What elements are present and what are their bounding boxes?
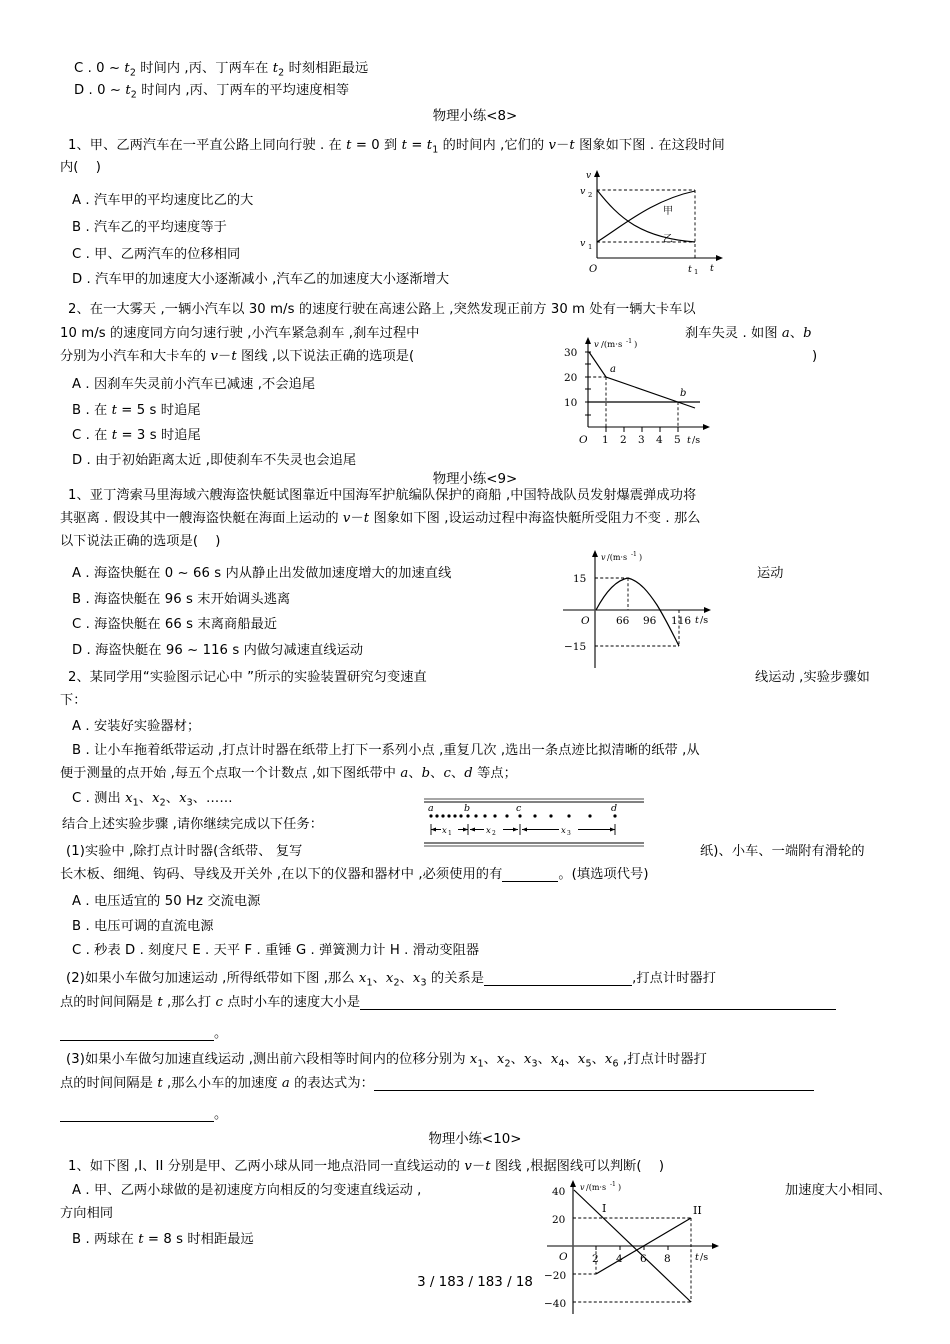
svg-text:c: c	[516, 803, 522, 814]
svg-text:/s: /s	[700, 1252, 709, 1263]
page-footer: 3 / 183 / 183 / 18	[417, 1275, 533, 1290]
s9-q2-choice-b: B . 电压可调的直流电源	[72, 919, 214, 934]
fig-brake-vt	[548, 333, 748, 448]
svg-text:2: 2	[492, 830, 496, 837]
svg-text:30: 30	[564, 347, 578, 359]
s10-q1-option-b: B . 两球在 t = 8 s 时相距最远	[72, 1232, 254, 1247]
s8-q1-option-a: A . 汽车甲的平均速度比乙的大	[72, 193, 254, 208]
svg-text:/(m·s: /(m·s	[586, 1183, 607, 1192]
s10-q1-option-a-right: 加速度大小相同、	[785, 1183, 892, 1198]
svg-text:8: 8	[664, 1253, 671, 1265]
s9-q2-p1-line2: 长木板、细绳、钩码、导线及开关外 ,在以下的仪器和器材中 ,必须使用的有 。(填选项代号)	[60, 867, 649, 882]
s9-q2-step-b-line1: B . 让小车拖着纸带运动 ,打点计时器在纸带上打下一系列小点 ,重复几次 ,选出一条点迹比拟清晰的纸带 ,从	[72, 743, 700, 758]
s8-q1-option-d: D . 汽车甲的加速度大小逐渐减小 ,汽车乙的加速度大小逐渐增大	[72, 272, 450, 287]
svg-text:x: x	[561, 826, 566, 836]
svg-text:-1: -1	[631, 551, 637, 558]
s9-q1-option-a-left: A . 海盗快艇在 0 ~ 66 s 内从静止出发做加速度增大的加速直线	[72, 566, 452, 581]
svg-text:I: I	[602, 1202, 607, 1215]
svg-text:−20: −20	[544, 1270, 567, 1282]
svg-text:t: t	[688, 264, 692, 275]
s9-q2-step-c: C . 测出 $x_1$、$x_2$、$x_3$、……	[72, 791, 233, 809]
svg-text:O: O	[589, 264, 598, 275]
s9-q2-step-b-line2: 便于测量的点开始 ,每五个点取一个计数点 ,如下图纸带中 a、b、c、d 等点；	[60, 766, 517, 781]
svg-text:-1: -1	[610, 1181, 616, 1188]
svg-text:−40: −40	[544, 1298, 567, 1310]
blank-instruments[interactable]	[502, 868, 558, 882]
s8-q2-option-a: A . 因刹车失灵前小汽车已减速 ,不会追尾	[72, 377, 316, 392]
fig-jiayi-vt	[567, 166, 742, 276]
svg-text:II: II	[693, 1204, 702, 1217]
svg-text:1: 1	[602, 434, 609, 446]
s9-q2-stem-line1-left: 2、某同学用“实验图示记心中 ”所示的实验装置研究匀变速直	[68, 670, 427, 685]
svg-text:/(m·s: /(m·s	[607, 553, 628, 562]
s8-q1-stem-line2: 内( )	[60, 160, 101, 175]
blank-x-relation[interactable]	[484, 972, 632, 986]
svg-text:10: 10	[564, 397, 578, 409]
svg-text:d: d	[611, 803, 618, 814]
s9-q1-option-d: D . 海盗快艇在 96 ~ 116 s 内做匀减速直线运动	[72, 643, 364, 658]
svg-text:66: 66	[616, 615, 630, 627]
svg-text:2: 2	[592, 1253, 599, 1265]
svg-text:v: v	[601, 553, 606, 562]
svg-text:t: t	[695, 1252, 699, 1263]
svg-text:v: v	[594, 340, 599, 350]
svg-text:3: 3	[567, 830, 571, 837]
svg-text:b: b	[680, 388, 687, 399]
svg-text:t: t	[687, 435, 691, 446]
svg-text:v: v	[586, 171, 592, 181]
s9-q2-choice-a: A . 电压适宜的 50 Hz 交流电源	[72, 894, 261, 909]
blank-acceleration-cont[interactable]	[60, 1108, 214, 1122]
svg-text:2: 2	[588, 191, 593, 199]
section-heading-10: 物理小练<10>	[428, 1132, 522, 1147]
s10-q1-stem: 1、如下图 ,I、II 分别是甲、乙两小球从同一地点沿同一直线运动的 v－t 图线 ,根据图线可以判断( )	[68, 1159, 665, 1174]
svg-text:/s: /s	[700, 615, 709, 626]
blank-speed-c[interactable]	[360, 996, 836, 1010]
s8-q2-option-b: B . 在 t = 5 s 时追尾	[72, 403, 201, 418]
svg-text:3: 3	[638, 434, 645, 446]
svg-text:O: O	[579, 434, 588, 446]
svg-text:t: t	[695, 615, 699, 626]
s9-q1-option-c: C . 海盗快艇在 66 s 末离商船最近	[72, 617, 278, 632]
s10-q1-option-a-line2: 方向相同	[60, 1206, 114, 1221]
s9-q2-p3-line2: 点的时间间隔是 t ,那么小车的加速度 a 的表达式为：	[60, 1077, 814, 1091]
option-c-previous: C . 0 ~ $t_2$ 时间内 ,丙、丁两车在 $t_2$ 时刻相距最远	[74, 61, 369, 79]
svg-text:116: 116	[671, 615, 692, 627]
s8-q1-option-c: C . 甲、乙两汽车的位移相同	[72, 247, 241, 262]
s9-q2-p3-line3-end: 。	[60, 1108, 227, 1122]
s9-q2-p1-right: 纸)、小车、一端附有滑轮的	[700, 844, 865, 859]
s9-q2-step-a: A . 安装好实验器材；	[72, 719, 201, 734]
svg-text:2: 2	[620, 434, 627, 446]
s8-q2-option-d: D . 由于初始距离太近 ,即使刹车不失灵也会追尾	[72, 453, 357, 468]
svg-text:20: 20	[552, 1214, 566, 1226]
svg-text:乙: 乙	[663, 234, 673, 245]
s9-q1-option-b: B . 海盗快艇在 96 s 末开始调头逃离	[72, 592, 291, 607]
s8-q2-option-c: C . 在 t = 3 s 时追尾	[72, 428, 201, 443]
s9-q2-stem-line1-right: 线运动 ,实验步骤如	[755, 670, 870, 685]
s8-q2-stem-line2: 10 m/s 的速度同方向匀速行驶 ,小汽车紧急刹车 ,刹车过程中	[60, 326, 420, 341]
s8-q2-stem-line3-right: )	[812, 349, 818, 364]
blank-speed-c-cont[interactable]	[60, 1027, 214, 1041]
s9-q2-p2-line3-end: 。	[60, 1027, 227, 1041]
svg-text:甲: 甲	[663, 206, 673, 217]
svg-text:b: b	[464, 803, 471, 814]
svg-text:): )	[639, 553, 643, 562]
svg-text:-1: -1	[626, 338, 633, 345]
svg-text:v: v	[580, 1183, 585, 1192]
s8-q1-option-b: B . 汽车乙的平均速度等于	[72, 220, 227, 235]
svg-text:x: x	[442, 826, 447, 836]
svg-text:a: a	[610, 364, 616, 375]
fig-pirate-vt	[545, 548, 760, 673]
s9-q1-option-a-right: 运动	[757, 566, 784, 581]
svg-text:1: 1	[588, 243, 593, 251]
s8-q2-stem-line1: 2、在一大雾天 ,一辆小汽车以 30 m/s 的速度行驶在高速公路上 ,突然发现正前方 30 m 处有一辆大卡车以	[68, 302, 696, 317]
blank-acceleration[interactable]	[374, 1077, 814, 1091]
svg-text:1: 1	[448, 830, 452, 837]
s9-q2-continue: 结合上述实验步骤 ,请你继续完成以下任务：	[62, 817, 324, 832]
svg-text:4: 4	[656, 434, 663, 446]
fig-tape	[420, 796, 648, 848]
svg-text:x: x	[486, 826, 491, 836]
option-d-previous: D . 0 ~ $t_2$ 时间内 ,丙、丁两车的平均速度相等	[74, 83, 350, 101]
s9-q1-stem-line1: 1、亚丁湾索马里海域六艘海盗快艇试图靠近中国海军护航编队保护的商船 ,中国特战队员发射爆震弹成功将	[68, 488, 697, 503]
svg-text:O: O	[559, 1251, 568, 1263]
svg-text:1: 1	[694, 268, 699, 276]
section-heading-9: 物理小练<9>	[432, 472, 518, 487]
svg-text:96: 96	[643, 615, 657, 627]
svg-text:O: O	[581, 615, 590, 627]
s9-q1-stem-line3: 以下说法正确的选项是( )	[60, 534, 221, 549]
s9-q2-stem-line2: 下：	[60, 693, 87, 708]
svg-text:4: 4	[616, 1253, 623, 1265]
svg-text:a: a	[428, 803, 434, 814]
s9-q2-p1-left: (1)实验中 ,除打点计时器(含纸带、 复写	[66, 844, 303, 859]
svg-text:15: 15	[573, 573, 587, 585]
svg-text:v: v	[580, 186, 586, 197]
section-heading-8: 物理小练<8>	[432, 109, 518, 124]
svg-text:40: 40	[552, 1186, 566, 1198]
s8-q1-stem-line1: 1、甲、乙两汽车在一平直公路上同向行驶 . 在 t = 0 到 $t = t_1$ 的时间内 ,它们的 v－t 图象如下图 . 在这段时间	[68, 138, 725, 156]
svg-text:t: t	[710, 263, 714, 274]
s8-q2-stem-line2-right: 刹车失灵 . 如图 a、b	[685, 326, 812, 341]
s8-q2-stem-line3: 分别为小汽车和大卡车的 v－t 图线 ,以下说法正确的选项是(	[60, 349, 415, 364]
s9-q2-p3-line1: (3)如果小车做匀加速直线运动 ,测出前六段相等时间内的位移分别为 $x_1$、$x_2$、$x_3$、$x_4$、$x_5$、$x_6$ ,打点计时器打	[66, 1052, 707, 1070]
s9-q2-p2-line1: (2)如果小车做匀加速运动 ,所得纸带如下图 ,那么 $x_1$、$x_2$、$x_3$ 的关系是 ,打点计时器打	[66, 971, 717, 989]
s9-q1-stem-line2: 其驱离 . 假设其中一艘海盗快艇在海面上运动的 v－t 图象如下图 ,设运动过程中海盗快艇所受阻力不变 . 那么	[60, 511, 701, 526]
svg-text:20: 20	[564, 372, 578, 384]
s9-q2-choice-c: C . 秒表 D . 刻度尺 E . 天平 F . 重锤 G . 弹簧测力计 H . 滑动变阻器	[72, 943, 480, 958]
svg-text:): )	[618, 1183, 622, 1192]
svg-text:): )	[634, 340, 638, 350]
svg-text:v: v	[580, 238, 586, 249]
fig-two-balls-vt	[523, 1178, 763, 1320]
s10-q1-option-a-left: A . 甲、乙两小球做的是初速度方向相反的匀变速直线运动 ,	[72, 1183, 422, 1198]
svg-text:5: 5	[674, 434, 681, 446]
svg-text:/s: /s	[692, 435, 701, 446]
s9-q2-p2-line2: 点的时间间隔是 t ,那么打 c 点时小车的速度大小是	[60, 996, 836, 1010]
svg-text:/(m·s: /(m·s	[601, 340, 623, 350]
svg-text:−15: −15	[564, 641, 587, 653]
svg-text:6: 6	[640, 1253, 647, 1265]
